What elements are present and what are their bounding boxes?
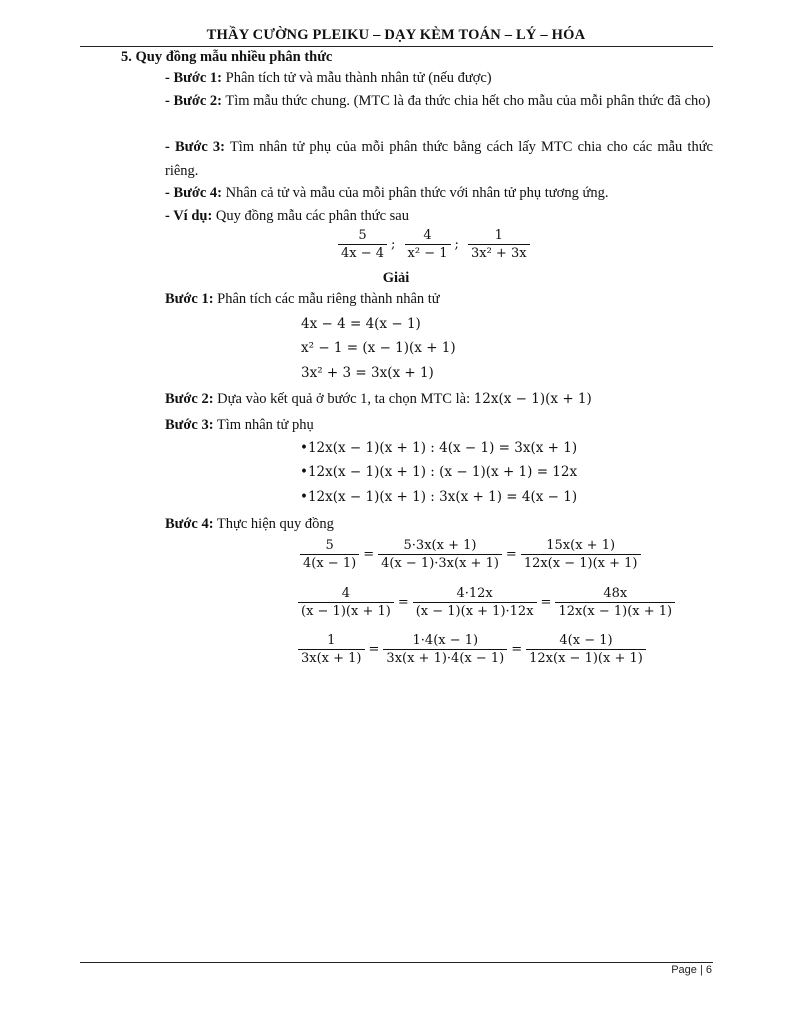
step-4-text: Nhân cả tử và mẫu của mỗi phân thức với nhân tử phụ tương ứng. <box>222 185 609 201</box>
step-2-text: Tìm mẫu thức chung. (MTC là đa thức chia hết cho mẫu của mỗi phân thức đã cho) <box>222 93 711 109</box>
step-4-label: - Bước 4: <box>165 185 222 201</box>
solution-step-4-heading: Bước 4: Thực hiện quy đồng <box>165 516 334 532</box>
step-1-label: - Bước 1: <box>165 70 222 86</box>
step-3-text: Tìm nhân tử phụ của mỗi phân thức bằng cách lấy MTC chia cho các mẫu thức riêng. <box>165 139 713 179</box>
step-3-label: - Bước 3: <box>165 139 225 155</box>
factor-line-2: x² − 1 = (x − 1)(x + 1) <box>301 340 456 356</box>
example-text: Quy đồng mẫu các phân thức sau <box>212 208 409 224</box>
example-fraction-2: $\frac{4}{\text{x² − 1}}$ <box>405 228 451 261</box>
conversion-3-original: $\frac{1}{3x(x + 1)}$ <box>298 633 365 666</box>
solution-step-2-heading: Bước 2: Dựa vào kết quả ở bước 1, ta chọn MTC là: 12x(x − 1)(x + 1) <box>165 391 592 407</box>
footer-divider <box>80 962 713 963</box>
conversion-3-multiplied: $\frac{1\cdot 4(x - 1)}{3x(x + 1)\cdot 4(x - 1)}$ <box>383 633 507 666</box>
step-2-label: - Bước 2: <box>165 93 222 109</box>
conversion-2-result: $\frac{48x}{12x(x - 1)(x + 1)}$ <box>555 586 675 619</box>
factor-line-3: 3x² + 3 = 3x(x + 1) <box>301 365 434 381</box>
conversion-2-original: $\frac{4}{(x - 1)(x + 1)}$ <box>298 586 394 619</box>
conversion-row-2: $\frac{4}{(x - 1)(x + 1)}$ = $\frac{4\cdot 12x}{(x - 1)(x + 1)\cdot 12x}$ = $\frac{48x}{12x(x - 1)(x + 1)}$ <box>296 586 677 619</box>
page-header-title: THẦY CƯỜNG PLEIKU – DẠY KÈM TOÁN – LÝ – HÓA <box>206 27 586 43</box>
conversion-1-multiplied: $\frac{5\cdot 3x(x + 1)}{4(x - 1)\cdot 3x(x + 1)}$ <box>378 538 502 571</box>
example-paragraph <box>165 205 713 229</box>
auxiliary-factor-1: •12x(x − 1)(x + 1) : 4(x − 1) = 3x(x + 1) <box>300 440 578 456</box>
solution-step-3-heading: Bước 3: Tìm nhân tử phụ <box>165 417 314 433</box>
example-fraction-1: $\frac{5}{4x - 4}$ <box>338 228 387 261</box>
step-1-paragraph <box>165 67 713 91</box>
mtc-expression: 12x(x − 1)(x + 1) <box>473 391 592 407</box>
conversion-row-1: $\frac{5}{4(x - 1)}$ = $\frac{5\cdot 3x(x + 1)}{4(x - 1)\cdot 3x(x + 1)}$ = $\frac{15x(x + 1)}{12x(x - 1)(x + 1)}$ <box>298 538 643 571</box>
conversion-3-result: $\frac{4(x - 1)}{12x(x - 1)(x + 1)}$ <box>526 633 646 666</box>
conversion-2-multiplied: $\frac{4\cdot 12x}{(x - 1)(x + 1)\cdot 12x}$ <box>413 586 537 619</box>
auxiliary-factor-2: •12x(x − 1)(x + 1) : (x − 1)(x + 1) = 12x <box>300 464 578 480</box>
conversion-1-result: $\frac{15x(x + 1)}{12x(x - 1)(x + 1)}$ <box>521 538 641 571</box>
step-2-paragraph <box>165 90 713 114</box>
conversion-1-original: $\frac{5}{4(x - 1)}$ <box>300 538 359 571</box>
auxiliary-factor-3: •12x(x − 1)(x + 1) : 3x(x + 1) = 4(x − 1) <box>300 489 578 505</box>
example-label: - Ví dụ: <box>165 208 213 224</box>
example-fractions: $\frac{5}{4x - 4}$ ; $\frac{4}{\text{x² − 1}}$ ; $\frac{1}{\text{3x² + 3x}}$ <box>336 228 532 261</box>
page-number: Page | 6 <box>671 964 712 976</box>
step-1-text: Phân tích tử và mẫu thành nhân tử (nếu được) <box>222 70 492 86</box>
step-3-paragraph <box>165 136 713 183</box>
solution-step-1-heading: Bước 1: Phân tích các mẫu riêng thành nhân tử <box>165 291 440 307</box>
header-divider <box>80 46 713 47</box>
conversion-row-3: $\frac{1}{3x(x + 1)}$ = $\frac{1\cdot 4(x - 1)}{3x(x + 1)\cdot 4(x - 1)}$ = $\frac{4(x - 1)}{12x(x - 1)(x + 1)}$ <box>296 633 648 666</box>
factor-line-1: 4x − 4 = 4(x − 1) <box>301 316 421 332</box>
example-fraction-3: $\frac{1}{\text{3x² + 3x}}$ <box>468 228 530 261</box>
solution-title: Giải <box>382 270 410 286</box>
section-title: 5. Quy đồng mẫu nhiều phân thức <box>121 49 333 65</box>
step-4-paragraph <box>165 182 713 206</box>
